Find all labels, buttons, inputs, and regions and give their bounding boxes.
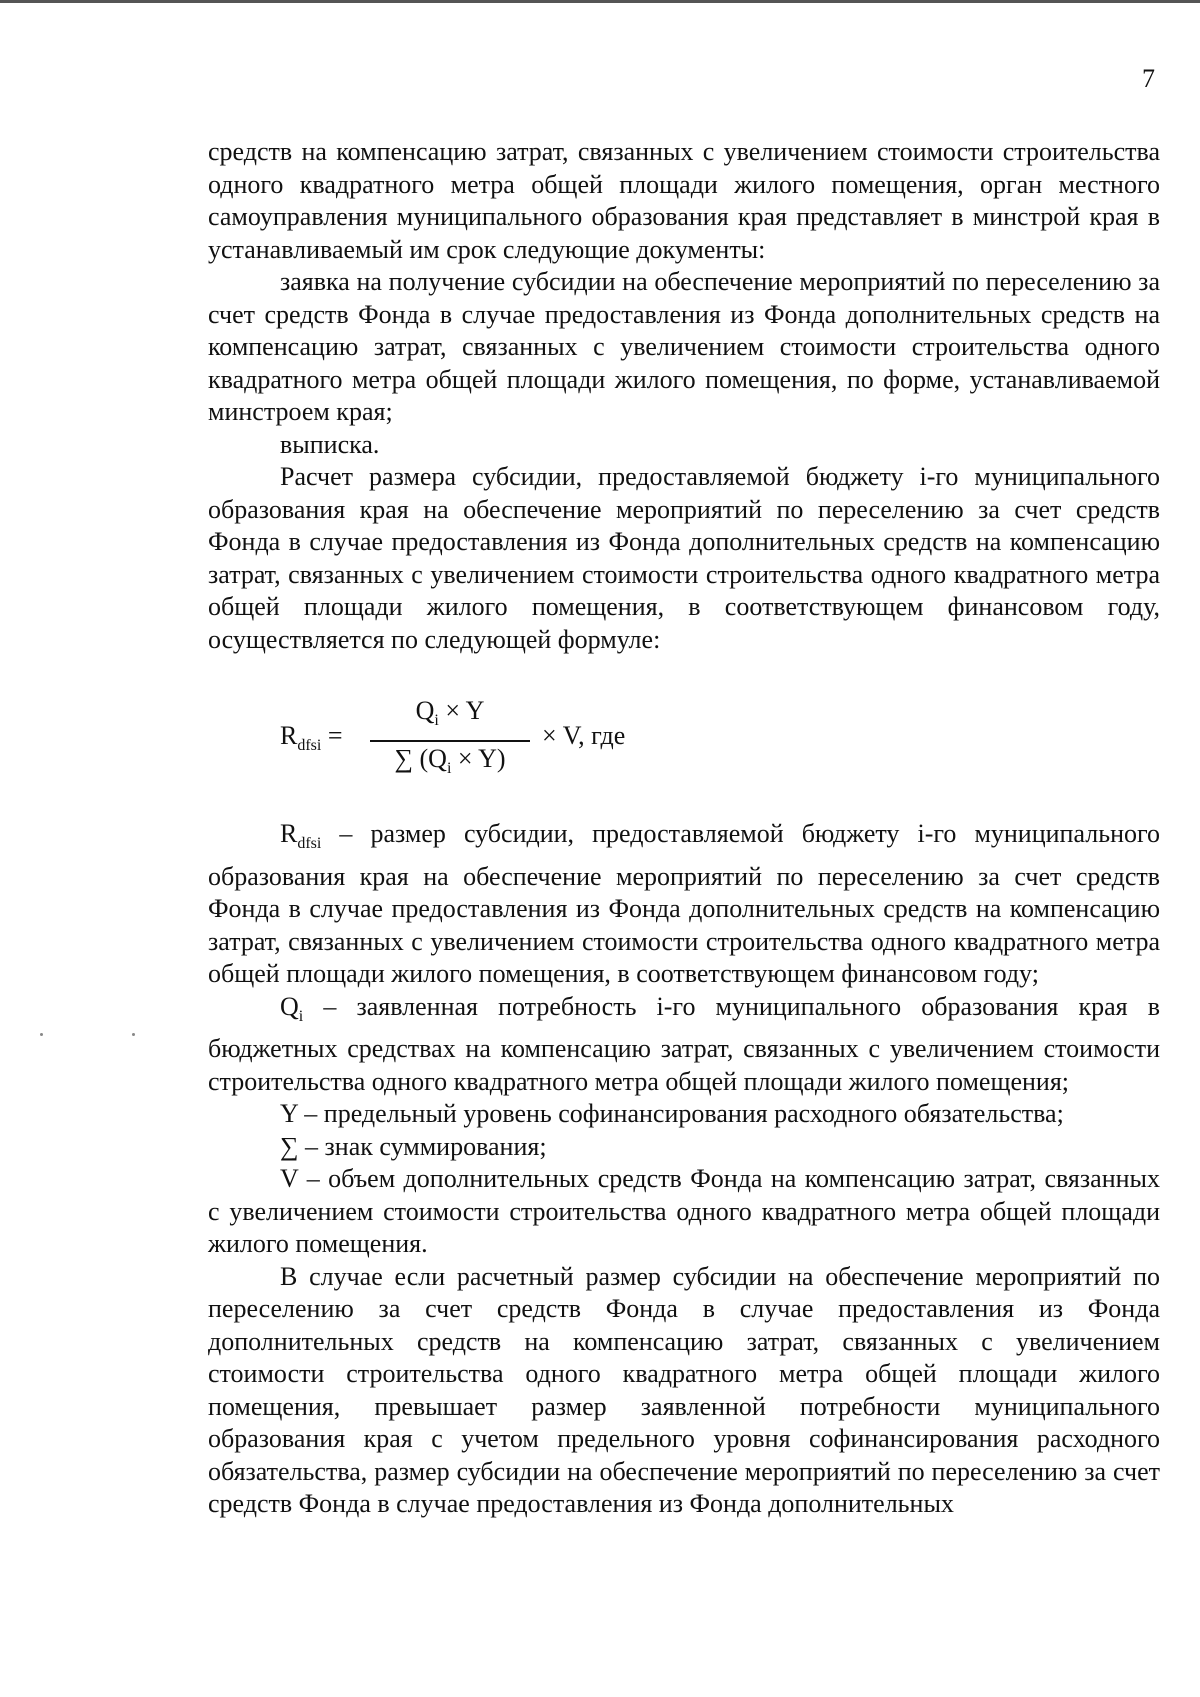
definition-r-subscript: dfsi bbox=[297, 835, 322, 853]
definition-q-i bbox=[208, 991, 1160, 1099]
definition-q-text: – заявленная потребность i-го муниципального образования края в бюджетных средствах на компенсацию затрат, связанных с увеличением стоимости строительства одного квадратного метра общей площади жилого помещения; bbox=[208, 991, 1160, 1096]
formula-numerator: $Q_i \times Y$ bbox=[415, 696, 485, 730]
paragraph-extract-item: выписка. bbox=[280, 429, 380, 459]
top-border-line bbox=[0, 0, 1200, 3]
formula-fraction bbox=[370, 696, 530, 784]
formula-lhs-subscript: dfsi bbox=[297, 737, 322, 755]
definition-y: Y – предельный уровень софинансирования расходного обязательства; bbox=[280, 1099, 1064, 1129]
definition-q-symbol: Q bbox=[280, 991, 299, 1021]
paragraph-excess-case: В случае если расчетный размер субсидии на обеспечение мероприятий по переселению за счет средств Фонда в случае предоставления из Фонда дополнительных средств на компенсацию затрат, связанных с увеличением стоимости строительства одного квадратного метра общей площади жилого помещения, превышает размер заявленной потребности муниципального образования края с учетом предельного уровня софинансирования расходного обязательства, размер субсидии на обеспечение мероприятий по переселению за счет средств Фонда в случае предоставления из Фонда дополнительных bbox=[208, 1261, 1160, 1519]
definition-sum: ∑ – знак суммирования; bbox=[280, 1131, 547, 1161]
scan-artifact-dot bbox=[40, 1033, 43, 1036]
definition-r-dfsi bbox=[208, 818, 1160, 991]
formula-lhs bbox=[280, 720, 343, 763]
paragraph-calculation-intro: Расчет размера субсидии, предоставляемой бюджету i-го муниципального образования края на обеспечение мероприятий по переселению за счет средств Фонда в случае предоставления из Фонда дополнительных средств на компенсацию затрат, связанных с увеличением стоимости строительства одного квадратного метра общей площади жилого помещения, в соответствующем финансовом году, осуществляется по следующей формуле: bbox=[208, 462, 1160, 654]
paragraph-continuation: средств на компенсацию затрат, связанных с увеличением стоимости строительства одного квадратного метра общей площади жилого помещения, орган местного самоуправления муниципального образования края представляет в минстрой края в устанавливаемый им срок следующие документы: bbox=[208, 137, 1160, 264]
definition-r-text: – размер субсидии, предоставляемой бюджету i-го муниципального образования края на обеспечение мероприятий по переселению за счет средств Фонда в случае предоставления из Фонда дополнительных средств на компенсацию затрат, связанных с увеличением стоимости строительства одного квадратного метра общей площади жилого помещения, в соответствующем финансовом году; bbox=[208, 819, 1160, 989]
formula-rhs: × V, где bbox=[542, 721, 626, 750]
paragraph-application-item: заявка на получение субсидии на обеспечение мероприятий по переселению за счет средств Фонда в случае предоставления из Фонда дополнительных средств на компенсацию затрат, связанных с увеличением стоимости строительства одного квадратного метра общей площади жилого помещения, по форме, устанавливаемой минстроем края; bbox=[208, 267, 1160, 426]
formula-denominator: ∑ $(Q_i \times Y)$ bbox=[394, 744, 506, 778]
definition-q-subscript: i bbox=[298, 1007, 304, 1025]
subsidy-formula bbox=[208, 690, 1160, 808]
document-body bbox=[208, 136, 1160, 1521]
definition-v: V – объем дополнительных средств Фонда на компенсацию затрат, связанных с увеличением стоимости строительства одного квадратного метра общей площади жилого помещения. bbox=[208, 1164, 1160, 1259]
formula-lhs-symbol: R bbox=[280, 721, 298, 750]
formula-fraction-bar bbox=[370, 740, 530, 742]
definition-r-symbol: R bbox=[280, 819, 298, 848]
scan-artifact-dot bbox=[132, 1033, 135, 1036]
page-number: 7 bbox=[1142, 64, 1155, 93]
formula-equals: = bbox=[321, 721, 343, 750]
